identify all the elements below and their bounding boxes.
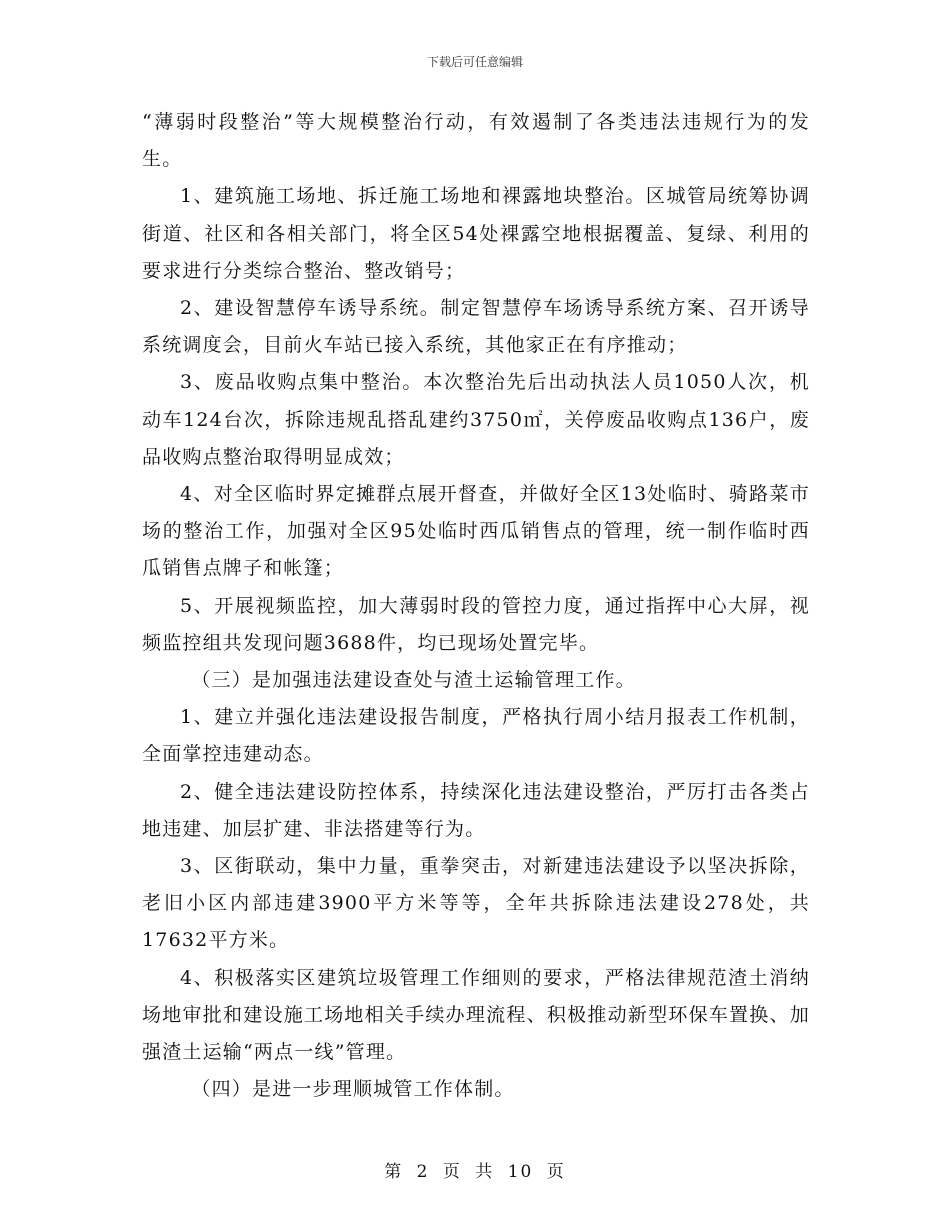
- paragraph-5: 4、对全区临时界定摊群点展开督查，并做好全区13处临时、骑路菜市场的整治工作，加强对全区95处临时西瓜销售点的管理，统一制作临时西瓜销售点牌子和帐篷；: [142, 483, 810, 580]
- paragraph-6: 5、开展视频监控，加大薄弱时段的管控力度，通过指挥中心大屏，视频监控组共发现问题3688件，均已现场处置完毕。: [142, 594, 810, 654]
- page-number-footer: 第 2 页 共 10 页: [384, 1162, 566, 1182]
- page-header: 下载后可任意编辑: [426, 55, 523, 69]
- paragraph-8: 1、建立并强化违法建设报告制度，严格执行周小结月报表工作机制，全面掌控违建动态。: [142, 706, 810, 766]
- paragraph-1: “薄弱时段整治”等大规模整治行动，有效遏制了各类违法违规行为的发生。: [142, 111, 810, 171]
- paragraph-10: 3、区街联动，集中力量，重拳突击，对新建违法建设予以坚决拆除，老旧小区内部违建3900平方米等等，全年共拆除违法建设278处，共17632平方米。: [142, 855, 810, 952]
- paragraph-2: 1、建筑施工场地、拆迁施工场地和裸露地块整治。区城管局统筹协调街道、社区和各相关部门，将全区54处裸露空地根据覆盖、复绿、利用的要求进行分类综合整治、整改销号；: [142, 185, 810, 282]
- document-body: [142, 104, 810, 1108]
- paragraph-9: 2、健全违法建设防控体系，持续深化违法建设整治，严厉打击各类占地违建、加层扩建、非法搭建等行为。: [142, 780, 810, 840]
- section-heading-3: （三）是加强违法建设查处与渣土运输管理工作。: [191, 669, 636, 692]
- paragraph-4: 3、废品收购点集中整治。本次整治先后出动执法人员1050人次，机动车124台次，拆除违规乱搭乱建约3750㎡，关停废品收购点136户，废品收购点整治取得明显成效；: [142, 371, 810, 468]
- section-heading-4: （四）是进一步理顺城管工作体制。: [191, 1078, 515, 1101]
- paragraph-11: 4、积极落实区建筑垃圾管理工作细则的要求，严格法律规范渣土消纳场地审批和建设施工场地相关手续办理流程、积极推动新型环保车置换、加强渣土运输“两点一线”管理。: [142, 966, 810, 1064]
- paragraph-3: 2、建设智慧停车诱导系统。制定智慧停车场诱导系统方案、召开诱导系统调度会，目前火车站已接入系统，其他家正在有序推动；: [142, 297, 810, 357]
